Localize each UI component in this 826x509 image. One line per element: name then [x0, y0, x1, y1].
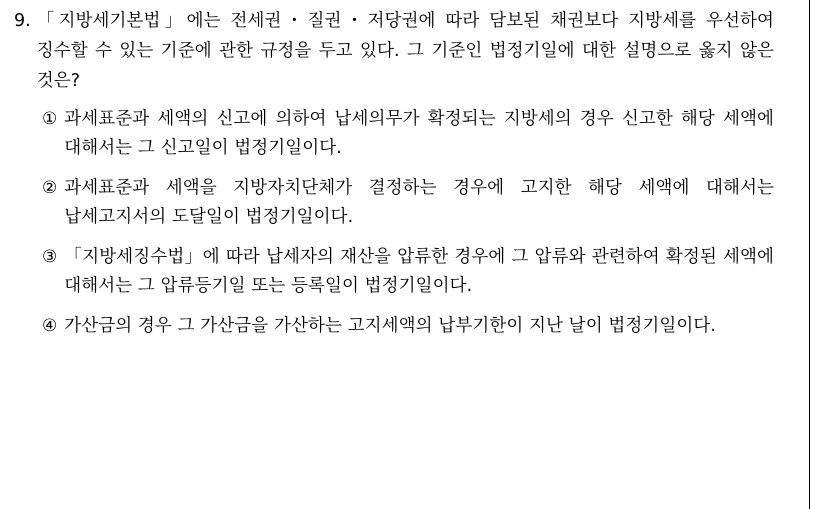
choice-item-1[interactable]: [42, 105, 774, 163]
question-number: 9.: [14, 11, 31, 31]
choice-marker-4: ④: [42, 316, 58, 336]
choice-list: [14, 105, 774, 341]
choice-text-1: 과세표준과 세액의 신고에 의하여 납세의무가 확정되는 지방세의 경우 신고한 해당 세액에 대해서는 그 신고일이 법정기일이다.: [64, 109, 774, 158]
choice-marker-3: ③: [42, 247, 58, 267]
question-stem: [14, 6, 774, 96]
choice-item-4[interactable]: [42, 312, 774, 341]
page-right-rule: [809, 0, 810, 509]
choice-item-3[interactable]: [42, 243, 774, 301]
question-block: [14, 6, 774, 352]
choice-text-4: 가산금의 경우 그 가산금을 가산하는 고지세액의 납부기한이 지난 날이 법정기일이다.: [64, 316, 717, 336]
choice-marker-1: ①: [42, 109, 58, 129]
choice-text-2: 과세표준과 세액을 지방자치단체가 결정하는 경우에 고지한 해당 세액에 대해서는 납세고지서의 도달일이 법정기일이다.: [64, 178, 774, 227]
question-stem-text: 「지방세기본법」에는 전세권・질권・저당권에 따라 담보된 채권보다 지방세를 우선하여 징수할 수 있는 기준에 관한 규정을 두고 있다. 그 기준인 법정기일에 대한 설명으로 옳지 않은 것은?: [36, 11, 774, 91]
choice-item-2[interactable]: [42, 174, 774, 232]
choice-marker-2: ②: [42, 178, 58, 198]
choice-text-3: 「지방세징수법」에 따라 납세자의 재산을 압류한 경우에 그 압류와 관련하여 확정된 세액에 대해서는 그 압류등기일 또는 등록일이 법정기일이다.: [64, 247, 774, 296]
